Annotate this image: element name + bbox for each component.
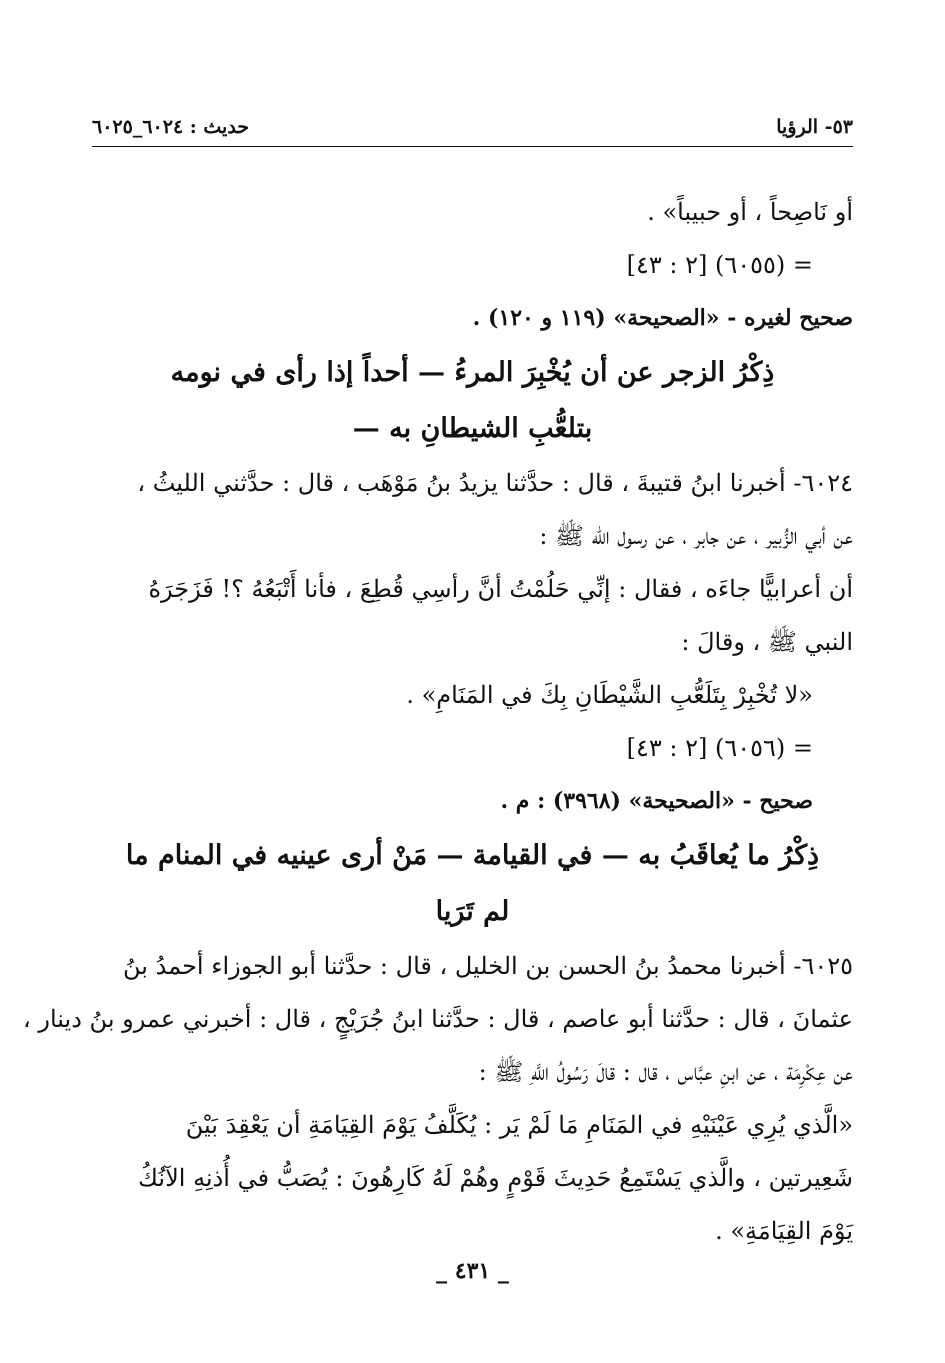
header-rule <box>92 146 853 147</box>
hadith-6024-isnad: ٦٠٢٤- أخبرنا ابنُ قتيبةَ ، قال : حدَّثنا يزيدُ بنُ مَوْهَب ، قال : حدَّثني الليثُ ، <box>137 469 853 497</box>
hadith-6024-quote: «لا تُخْبِرْ بِتَلَعُّبِ الشَّيْطَانِ بِكَ في المَنَامِ» . <box>406 681 813 709</box>
section-heading-continued: بتلعُّبِ الشيطانِ به — <box>352 413 593 444</box>
hadith-6025-isnad-continued: عثمانَ ، قال : حدَّثنا أبو عاصم ، قال : حدَّثنا ابنُ جُرَيْجٍ ، قال : أخبرني عمرو بنُ دينار ، <box>23 1005 853 1033</box>
hadith-6025-matn-end: يَوْمَ القِيَامَةِ» . <box>715 1217 853 1245</box>
hadith-range: حديث : ٦٠٢٤_٦٠٢٥ <box>92 116 250 138</box>
hadith-6024-matn-continued: النبي ﷺ ، وقالَ : <box>681 628 853 656</box>
hadith-6024-isnad-continued: عن أبي الزُّبير ، عن جابر ، عن رسول الله ﷺ : <box>539 522 853 550</box>
section-heading: ذِكْرُ الزجر عن أن يُخْبِرَ المرءُ — أحداً إذا رأى في نومه <box>170 357 775 388</box>
hadith-6025-matn: «الَّذي يُرِي عَيْنَيْهِ في المَنَامِ مَا لَمْ يَر : يُكَلَّفُ يَوْمَ القِيَامَةِ أن يَعْقِدَ بَيْنَ <box>185 1111 853 1139</box>
hadith-6024-matn: أن أعرابيًّا جاءَه ، فقال : إنِّي حَلُمْتُ أنَّ رأسِي قُطِعَ ، فأنا أَتْبَعُهُ ؟! فَزَجَرَهُ <box>148 575 853 603</box>
section-heading-continued: لم تَرَيا <box>435 896 510 927</box>
text-line: أو نَاصِحاً ، أو حبيباً» . <box>647 198 853 226</box>
page-header <box>92 110 853 144</box>
hadith-6025-matn-continued: شَعِيرتين ، والَّذي يَسْتَمِعُ حَدِيثَ قَوْمٍ وهُمْ لَهُ كَارِهُونَ : يُصَبُّ في أُذنِهِ الآنُكُ <box>138 1164 853 1192</box>
hadith-6025-isnad-continued: عن عِكْرِمَة ، عن ابنِ عبَّاس ، قال : قالَ رَسُولُ اللَّهِ ﷺ : <box>478 1058 853 1086</box>
page-number: _ ٤٣١ _ <box>436 1258 509 1284</box>
grading-line: صحيح - «الصحيحة» (٣٩٦٨) : م . <box>500 788 813 814</box>
reference-line: = (٦٠٥٥) [٢ : ٤٣] <box>626 251 813 279</box>
grading-line: صحيح لغيره - «الصحيحة» (١١٩ و ١٢٠) . <box>472 305 853 331</box>
reference-line: = (٦٠٥٦) [٢ : ٤٣] <box>626 734 813 762</box>
page-body <box>23 186 853 1258</box>
section-heading: ذِكْرُ ما يُعاقَبُ به — في القيامة — مَنْ أرى عينيه في المنام ما <box>125 840 820 871</box>
hadith-6025-isnad: ٦٠٢٥- أخبرنا محمدُ بنُ الحسن بن الخليل ، قال : حدَّثنا أبو الجوزاء أحمدُ بنُ <box>123 952 853 980</box>
chapter-title: ٥٣- الرؤيا <box>776 116 853 138</box>
